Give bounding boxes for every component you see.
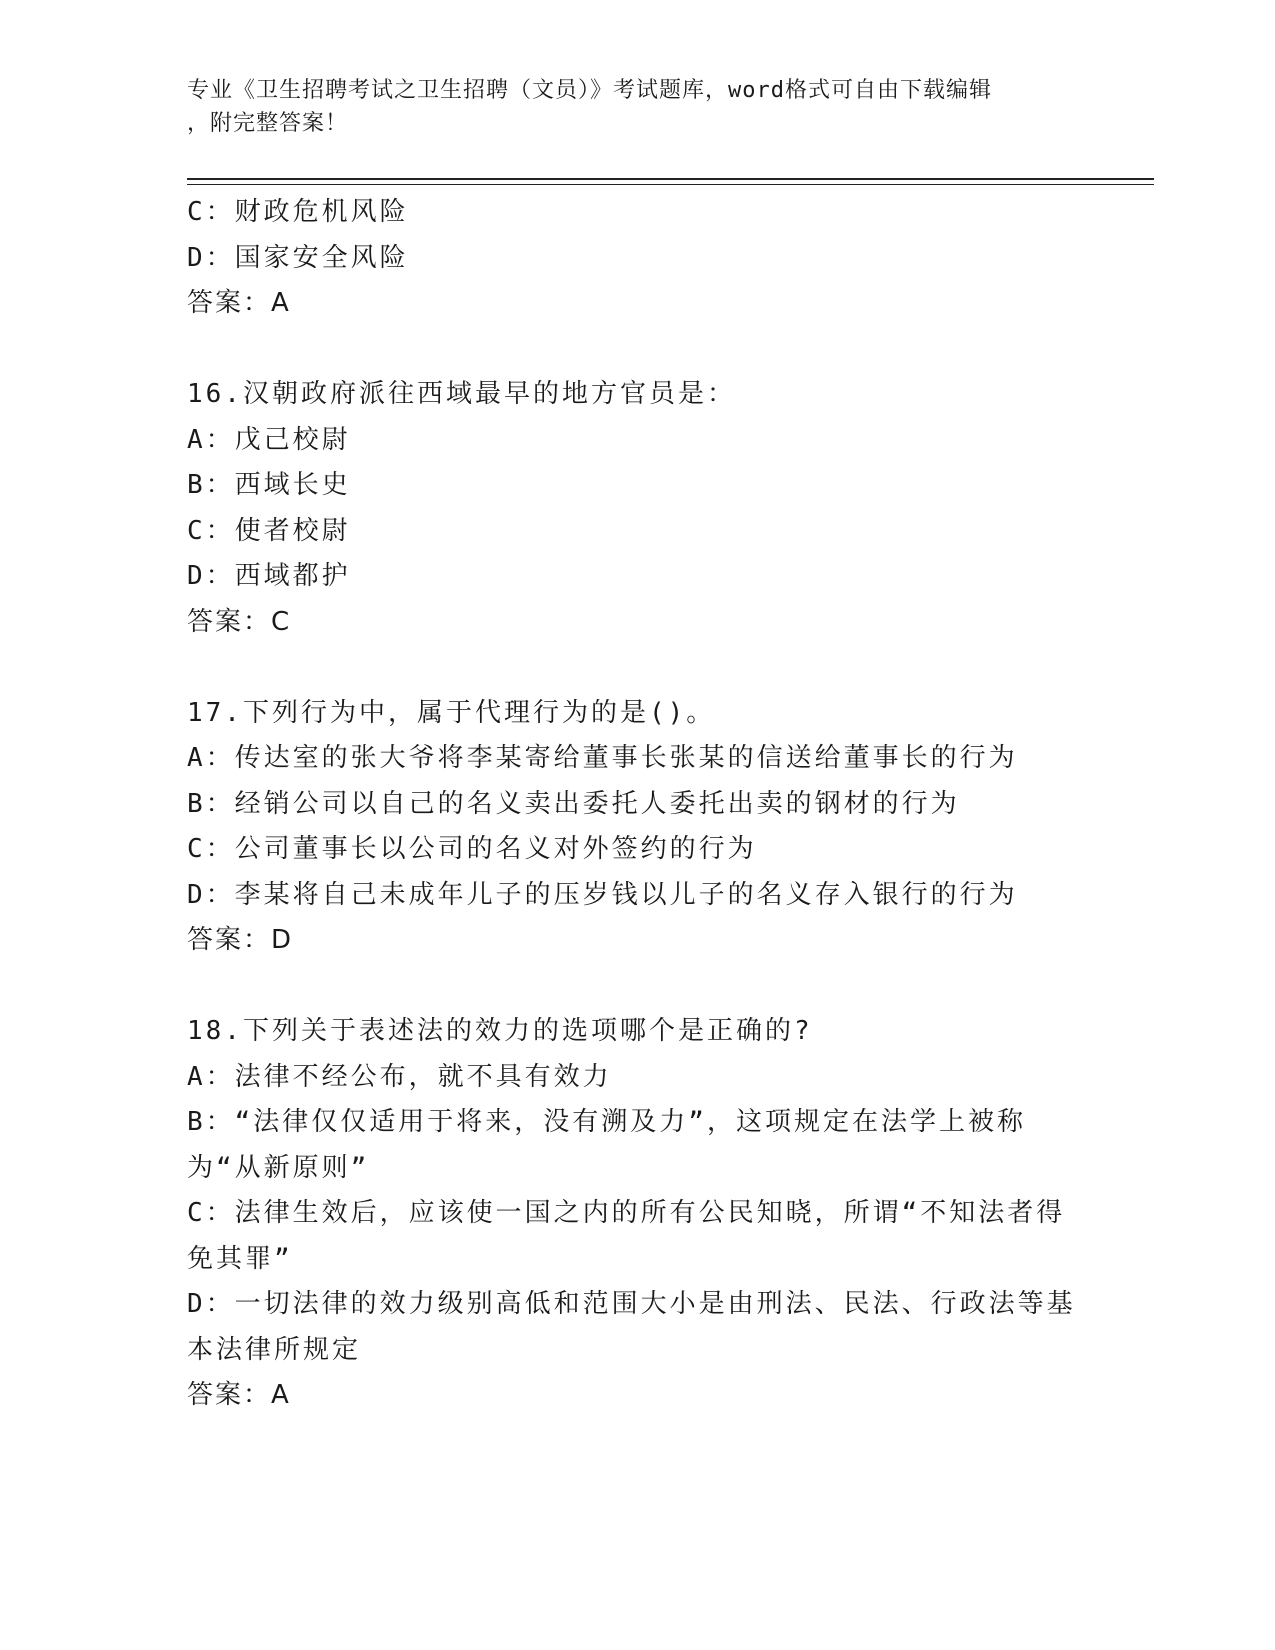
option-a: A：戊己校尉	[187, 424, 351, 455]
option-a: A：法律不经公布，就不具有效力	[187, 1061, 612, 1092]
option-b: B：西域长史	[187, 470, 351, 500]
answer: 答案：D	[187, 925, 294, 955]
option-a: A：传达室的张大爷将李某寄给董事长张某的信送给董事长的行为	[187, 743, 1018, 773]
option-c: C：法律生效后，应该使一国之内的所有公民知晓，所谓“不知法者得免其罪”	[187, 1198, 1066, 1274]
option-c: C：财政危机风险	[187, 197, 409, 227]
header-rule-thick	[187, 178, 1154, 180]
spacer	[187, 645, 1087, 691]
question-text: 17.下列行为中，属于代理行为的是()。	[187, 697, 716, 728]
header-rule-thin	[187, 184, 1154, 185]
question-16-block	[187, 372, 1087, 645]
option-c: C：使者校尉	[187, 515, 351, 546]
question-text: 18.下列关于表述法的效力的选项哪个是正确的?	[187, 1016, 813, 1046]
option-b: B：“法律仅仅适用于将来，没有溯及力”，这项规定在法学上被称为“从新原则”	[187, 1107, 1026, 1183]
spacer	[187, 327, 1087, 373]
option-c: C：公司董事长以公司的名义对外签约的行为	[187, 834, 757, 864]
question-18-block	[187, 1009, 1087, 1419]
option-d: D：国家安全风险	[187, 242, 409, 273]
option-d: D：西域都护	[187, 561, 351, 591]
prev-question-block	[187, 190, 1087, 327]
option-d: D：一切法律的效力级别高低和范围大小是由刑法、民法、行政法等基本法律所规定	[187, 1289, 1076, 1365]
question-list	[187, 190, 1087, 1419]
spacer	[187, 964, 1087, 1010]
document-header	[187, 74, 1087, 140]
answer: 答案：C	[187, 606, 292, 637]
question-17-block	[187, 691, 1087, 964]
option-d: D：李某将自己未成年儿子的压岁钱以儿子的名义存入银行的行为	[187, 879, 1018, 910]
header-line-2: ，附完整答案！	[187, 111, 349, 136]
option-b: B：经销公司以自己的名义卖出委托人委托出卖的钢材的行为	[187, 788, 960, 819]
answer: 答案：A	[187, 1380, 291, 1410]
question-text: 16.汉朝政府派往西域最早的地方官员是：	[187, 379, 736, 409]
answer: 答案：A	[187, 288, 291, 318]
header-line-1: 专业《卫生招聘考试之卫生招聘（文员）》考试题库，word格式可自由下载编辑	[187, 78, 992, 103]
